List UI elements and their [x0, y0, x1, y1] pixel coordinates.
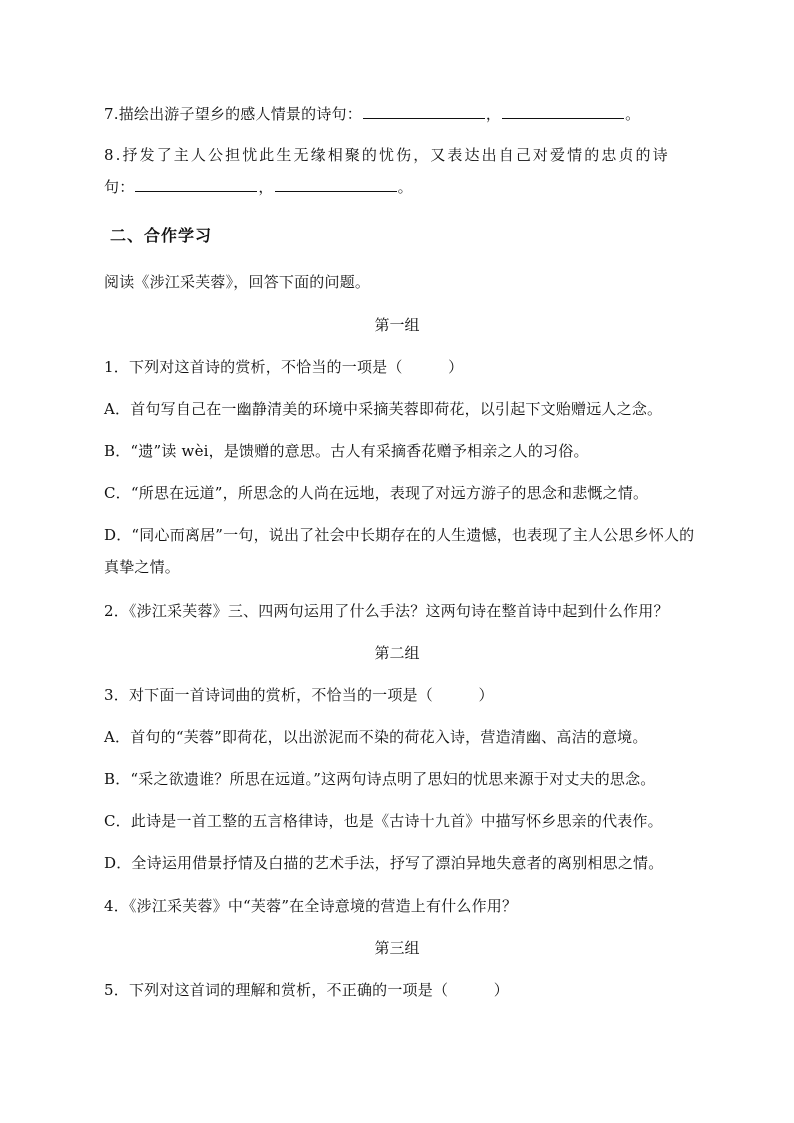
answer-blank[interactable]: [363, 104, 485, 119]
question-2: 2．《涉江采芙蓉》三、四两句运用了什么手法？这两句诗在整首诗中起到什么作用？: [104, 602, 669, 620]
option-1c: C．“所思在远道”，所思念的人尚在远地，表现了对远方游子的思念和悲慨之情。: [104, 484, 649, 502]
option-3d: D．全诗运用借景抒情及白描的艺术手法，抒写了漂泊异地失意者的离别相思之情。: [104, 854, 664, 872]
question-8-line-1: 8.抒发了主人公担忧此生无缘相聚的忧伤，又表达出自己对爱情的忠贞的诗: [104, 146, 670, 164]
question-7: 7.描绘出游子望乡的感人情景的诗句： ， 。: [104, 105, 641, 123]
question-8-line-2: 句： ， 。: [104, 178, 413, 196]
reading-instruction: 阅读《涉江采芙蓉》，回答下面的问题。: [104, 273, 371, 291]
answer-blank[interactable]: [135, 177, 257, 192]
option-1d-line-1: D．“同心而离居”一句，说出了社会中长期存在的人生遗憾，也表现了主人公思乡怀人的: [104, 526, 695, 544]
group-title-3: 第三组: [374, 939, 420, 957]
option-1b: B．“遗”读 wèi，是馈赠的意思。古人有采摘香花赠予相亲之人的习俗。: [104, 442, 589, 460]
option-1d-line-2: 真挚之情。: [104, 558, 181, 576]
option-1a: A．首句写自己在一幽静清美的环境中采摘芙蓉即荷花，以引起下文贻赠远人之念。: [104, 400, 663, 418]
group-title-2: 第二组: [374, 644, 420, 662]
option-3c: C．此诗是一首工整的五言格律诗，也是《古诗十九首》中描写怀乡思亲的代表作。: [104, 812, 663, 830]
option-3a: A．首句的“芙蓉”即荷花，以出淤泥而不染的荷花入诗，营造清幽、高洁的意境。: [104, 728, 648, 746]
answer-blank[interactable]: [502, 104, 624, 119]
question-5: 5．下列对这首词的理解和赏析，不正确的一项是（ ）: [104, 981, 509, 999]
section-heading: 二、合作学习: [110, 226, 213, 245]
question-1: 1．下列对这首诗的赏析，不恰当的一项是（ ）: [104, 358, 464, 376]
question-3: 3．对下面一首诗词曲的赏析，不恰当的一项是（ ）: [104, 686, 494, 704]
group-title-1: 第一组: [374, 316, 420, 334]
option-3b: B．“采之欲遗谁？所思在远道。”这两句诗点明了思妇的忧思来源于对丈夫的思念。: [104, 770, 656, 788]
question-4: 4．《涉江采芙蓉》中“芙蓉”在全诗意境的营造上有什么作用？: [104, 897, 518, 915]
answer-blank[interactable]: [275, 177, 397, 192]
